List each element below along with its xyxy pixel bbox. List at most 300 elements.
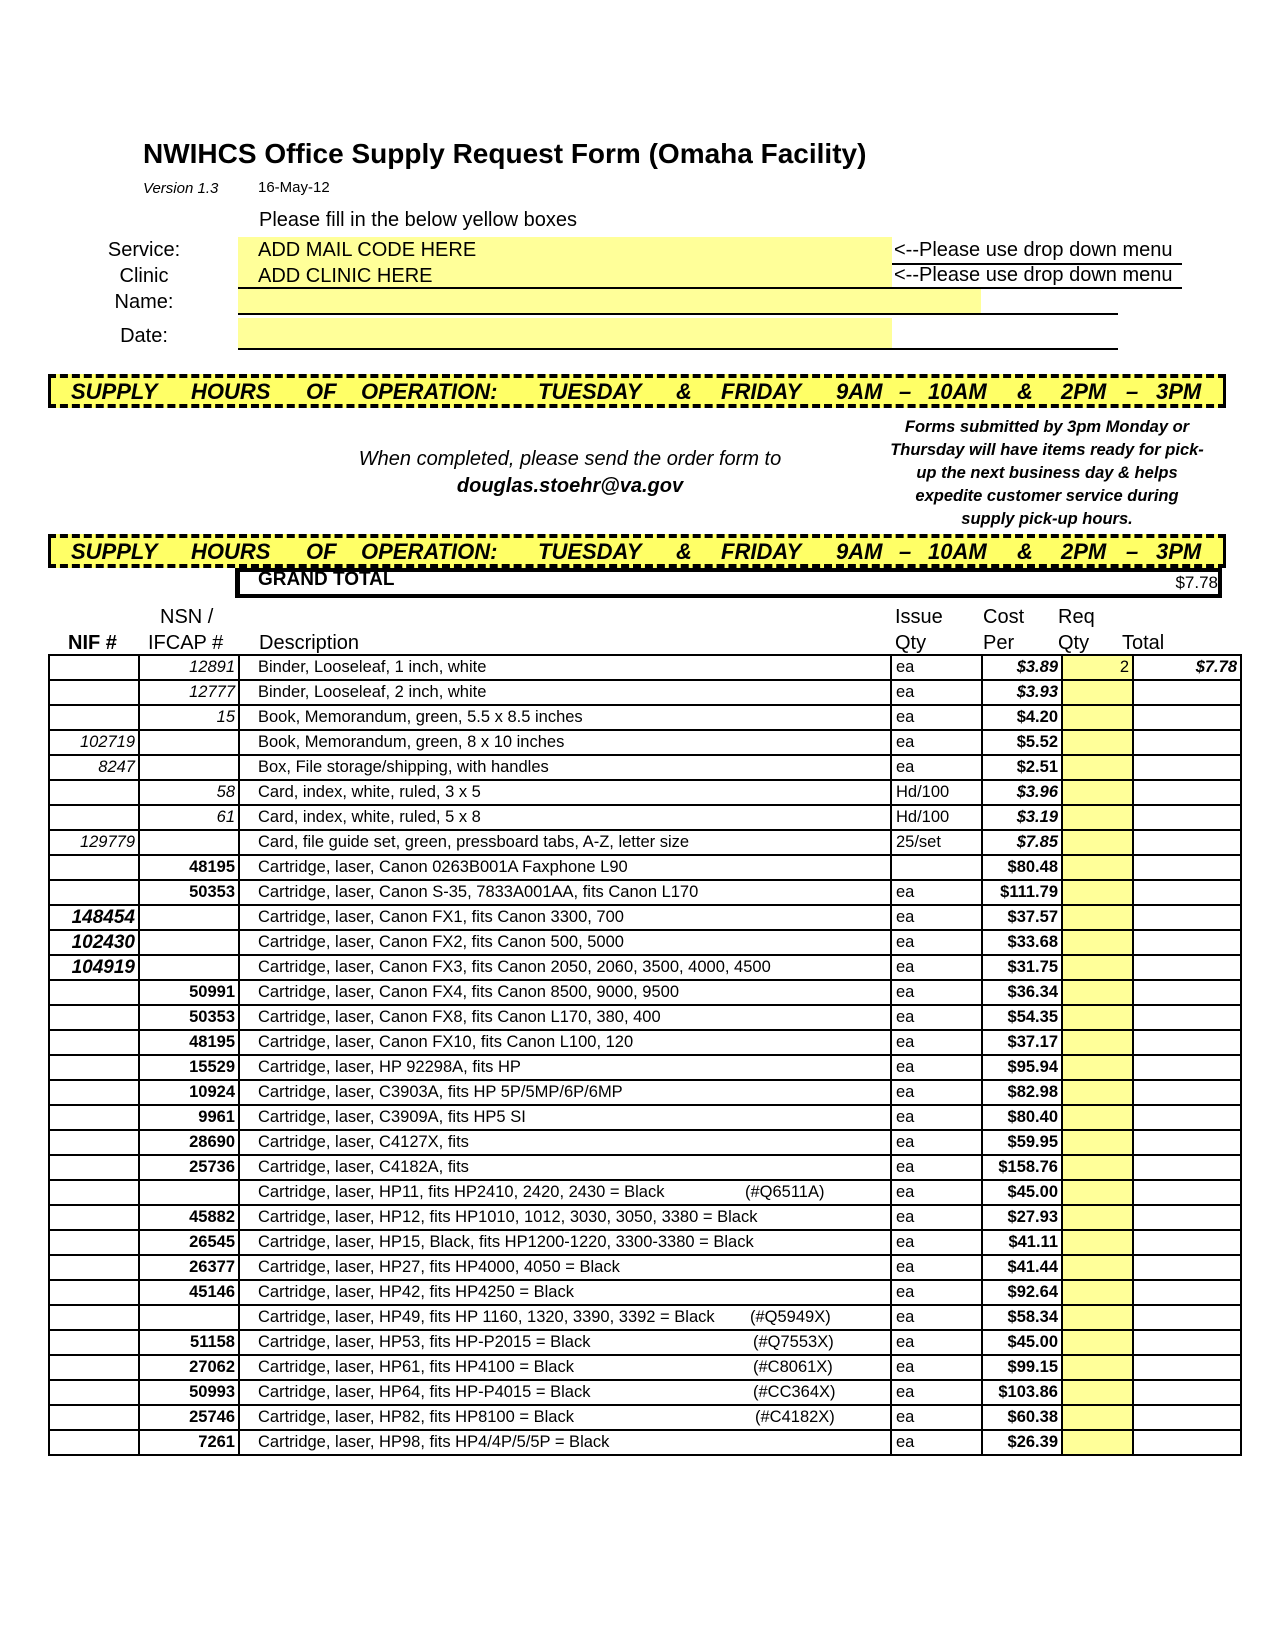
table-row bbox=[49, 955, 1241, 980]
name-label: Name: bbox=[114, 291, 174, 313]
nsn-cell: 27062 bbox=[139, 1355, 239, 1380]
pickup-note: Forms submitted by 3pm Monday or Thursday will have items ready for pick-up the next business day & helps expedite customer service during supply pick-up hours. bbox=[890, 418, 1204, 528]
table-row bbox=[49, 1205, 1241, 1230]
description-text: Binder, Looseleaf, 1 inch, white bbox=[258, 658, 487, 676]
req-qty-input[interactable] bbox=[1062, 1405, 1133, 1430]
req-qty-input[interactable] bbox=[1062, 1355, 1133, 1380]
name-field[interactable] bbox=[238, 289, 981, 315]
description-cell bbox=[239, 855, 891, 880]
nsn-cell: 12891 bbox=[139, 655, 239, 680]
nsn-cell: 12777 bbox=[139, 680, 239, 705]
nif-cell bbox=[49, 1405, 139, 1430]
total-cell bbox=[1133, 1230, 1241, 1255]
nsn-cell: 10924 bbox=[139, 1080, 239, 1105]
cost-cell: $82.98 bbox=[982, 1080, 1062, 1105]
req-qty-input[interactable] bbox=[1062, 955, 1133, 980]
table-row bbox=[49, 1130, 1241, 1155]
banner-word: OF bbox=[306, 379, 337, 404]
nsn-cell bbox=[139, 1305, 239, 1330]
banner-word: 9AM bbox=[836, 379, 883, 404]
nsn-cell: 45882 bbox=[139, 1205, 239, 1230]
banner-word: HOURS bbox=[191, 539, 271, 564]
form-date: 16-May-12 bbox=[258, 179, 330, 196]
hours-banner-top bbox=[48, 374, 1226, 408]
nif-cell bbox=[49, 1005, 139, 1030]
nsn-cell: 50991 bbox=[139, 980, 239, 1005]
req-qty-input[interactable] bbox=[1062, 805, 1133, 830]
clinic-hint: <--Please use drop down menu bbox=[894, 264, 1173, 286]
issue-qty-cell: ea bbox=[891, 930, 982, 955]
description-text: Card, index, white, ruled, 3 x 5 bbox=[258, 783, 481, 801]
nif-cell bbox=[49, 1130, 139, 1155]
description-cell bbox=[239, 1330, 891, 1355]
cost-cell: $45.00 bbox=[982, 1180, 1062, 1205]
banner-word: HOURS bbox=[191, 379, 271, 404]
description-text: Cartridge, laser, Canon S-35, 7833A001AA, fits Canon L170 bbox=[258, 883, 699, 901]
description-cell bbox=[239, 655, 891, 680]
description-cell bbox=[239, 1030, 891, 1055]
col-issue-line2: Qty bbox=[895, 632, 927, 654]
total-cell bbox=[1133, 1180, 1241, 1205]
cost-cell: $60.38 bbox=[982, 1405, 1062, 1430]
description-text: Cartridge, laser, C4127X, fits bbox=[258, 1133, 469, 1151]
total-cell bbox=[1133, 1330, 1241, 1355]
col-cost-line1: Cost bbox=[983, 606, 1025, 628]
req-qty-input[interactable] bbox=[1062, 705, 1133, 730]
issue-qty-cell: ea bbox=[891, 1180, 982, 1205]
description-text: Book, Memorandum, green, 5.5 x 8.5 inches bbox=[258, 708, 583, 726]
nsn-cell: 26545 bbox=[139, 1230, 239, 1255]
total-cell bbox=[1133, 1105, 1241, 1130]
cost-cell: $158.76 bbox=[982, 1155, 1062, 1180]
issue-qty-cell: ea bbox=[891, 955, 982, 980]
issue-qty-cell: 25/set bbox=[891, 830, 982, 855]
banner-word: OF bbox=[306, 539, 337, 564]
issue-qty-cell: ea bbox=[891, 1430, 982, 1455]
req-qty-input[interactable] bbox=[1062, 730, 1133, 755]
banner-word: – bbox=[899, 379, 912, 404]
description-cell bbox=[239, 1180, 891, 1205]
part-number: (#Q5949X) bbox=[750, 1308, 831, 1326]
col-nsn-line2: IFCAP # bbox=[148, 632, 224, 654]
nsn-cell: 9961 bbox=[139, 1105, 239, 1130]
issue-qty-cell: Hd/100 bbox=[891, 780, 982, 805]
service-label: Service: bbox=[107, 239, 181, 261]
total-cell bbox=[1133, 830, 1241, 855]
nif-cell bbox=[49, 855, 139, 880]
description-text: Cartridge, laser, HP53, fits HP-P2015 = Black bbox=[258, 1333, 591, 1351]
banner-word: 2PM bbox=[1061, 539, 1107, 564]
nif-cell bbox=[49, 1030, 139, 1055]
nsn-cell: 50353 bbox=[139, 1005, 239, 1030]
cost-cell: $45.00 bbox=[982, 1330, 1062, 1355]
email-link[interactable]: douglas.stoehr@va.gov bbox=[456, 475, 684, 497]
issue-qty-cell: ea bbox=[891, 1005, 982, 1030]
description-text: Cartridge, laser, Canon FX2, fits Canon 500, 5000 bbox=[258, 933, 624, 951]
nsn-cell bbox=[139, 755, 239, 780]
service-select[interactable]: ADD MAIL CODE HERE bbox=[238, 237, 892, 265]
total-cell bbox=[1133, 1355, 1241, 1380]
total-cell bbox=[1133, 1080, 1241, 1105]
nif-cell bbox=[49, 805, 139, 830]
table-row bbox=[49, 1380, 1241, 1405]
issue-qty-cell: ea bbox=[891, 655, 982, 680]
nif-cell: 129779 bbox=[49, 830, 139, 855]
issue-qty-cell: ea bbox=[891, 1130, 982, 1155]
req-qty-input[interactable] bbox=[1062, 1430, 1133, 1455]
description-cell bbox=[239, 930, 891, 955]
description-cell bbox=[239, 1280, 891, 1305]
nif-cell bbox=[49, 705, 139, 730]
req-qty-input[interactable] bbox=[1062, 1005, 1133, 1030]
cost-cell: $37.57 bbox=[982, 905, 1062, 930]
banner-word: & bbox=[1017, 379, 1033, 404]
banner-word: & bbox=[1017, 539, 1033, 564]
description-text: Card, index, white, ruled, 5 x 8 bbox=[258, 808, 481, 826]
description-text: Cartridge, laser, Canon FX10, fits Canon L100, 120 bbox=[258, 1033, 634, 1051]
cost-cell: $41.11 bbox=[982, 1230, 1062, 1255]
banner-word: 10AM bbox=[928, 379, 987, 404]
table-row bbox=[49, 880, 1241, 905]
req-qty-input[interactable] bbox=[1062, 830, 1133, 855]
banner-word: FRIDAY bbox=[721, 379, 802, 404]
total-cell bbox=[1133, 780, 1241, 805]
description-cell bbox=[239, 880, 891, 905]
table-row bbox=[49, 730, 1241, 755]
total-cell bbox=[1133, 1280, 1241, 1305]
nif-cell: 104919 bbox=[49, 955, 139, 980]
cost-cell: $59.95 bbox=[982, 1130, 1062, 1155]
part-number: (#Q6511A) bbox=[745, 1183, 825, 1201]
total-cell bbox=[1133, 1055, 1241, 1080]
nif-cell bbox=[49, 1105, 139, 1130]
description-cell bbox=[239, 1430, 891, 1455]
table-row bbox=[49, 1055, 1241, 1080]
issue-qty-cell: ea bbox=[891, 1055, 982, 1080]
total-cell bbox=[1133, 1030, 1241, 1055]
nif-cell bbox=[49, 1330, 139, 1355]
nif-cell bbox=[49, 1280, 139, 1305]
description-cell bbox=[239, 680, 891, 705]
cost-cell: $80.40 bbox=[982, 1105, 1062, 1130]
nsn-cell: 50993 bbox=[139, 1380, 239, 1405]
cost-cell: $58.34 bbox=[982, 1305, 1062, 1330]
req-qty-input[interactable] bbox=[1062, 1330, 1133, 1355]
description-text: Cartridge, laser, HP27, fits HP4000, 4050 = Black bbox=[258, 1258, 620, 1276]
nsn-cell bbox=[139, 955, 239, 980]
nif-cell bbox=[49, 1205, 139, 1230]
nsn-cell: 25746 bbox=[139, 1405, 239, 1430]
issue-qty-cell: ea bbox=[891, 705, 982, 730]
banner-word: FRIDAY bbox=[721, 539, 802, 564]
nif-cell bbox=[49, 1055, 139, 1080]
cost-cell: $92.64 bbox=[982, 1280, 1062, 1305]
description-cell bbox=[239, 1105, 891, 1130]
page-title: NWIHCS Office Supply Request Form (Omaha Facility) bbox=[143, 138, 867, 169]
description-text: Cartridge, laser, HP11, fits HP2410, 2420, 2430 = Black bbox=[258, 1183, 665, 1201]
description-text: Cartridge, laser, HP15, Black, fits HP1200-1220, 3300-3380 = Black bbox=[258, 1233, 754, 1251]
issue-qty-cell: ea bbox=[891, 1230, 982, 1255]
clinic-label: Clinic bbox=[119, 265, 169, 287]
nif-cell bbox=[49, 655, 139, 680]
description-cell bbox=[239, 830, 891, 855]
table-row bbox=[49, 1280, 1241, 1305]
nsn-cell: 45146 bbox=[139, 1280, 239, 1305]
nif-cell bbox=[49, 1230, 139, 1255]
banner-word: – bbox=[1126, 379, 1139, 404]
cost-cell: $7.85 bbox=[982, 830, 1062, 855]
req-qty-input[interactable] bbox=[1062, 755, 1133, 780]
req-qty-input[interactable] bbox=[1062, 1155, 1133, 1180]
col-nsn-line1: NSN / bbox=[160, 606, 214, 628]
cost-cell: $3.19 bbox=[982, 805, 1062, 830]
banner-word: 3PM bbox=[1156, 379, 1202, 404]
issue-qty-cell: ea bbox=[891, 1255, 982, 1280]
req-qty-input[interactable] bbox=[1062, 930, 1133, 955]
issue-qty-cell: ea bbox=[891, 755, 982, 780]
table-row bbox=[49, 905, 1241, 930]
description-text: Cartridge, laser, HP61, fits HP4100 = Black bbox=[258, 1358, 574, 1376]
total-cell bbox=[1133, 905, 1241, 930]
description-cell bbox=[239, 780, 891, 805]
table-row bbox=[49, 830, 1241, 855]
description-text: Cartridge, laser, C3903A, fits HP 5P/5MP/6P/6MP bbox=[258, 1083, 623, 1101]
table-row bbox=[49, 980, 1241, 1005]
total-cell bbox=[1133, 1430, 1241, 1455]
table-row bbox=[49, 1230, 1241, 1255]
cost-cell: $26.39 bbox=[982, 1430, 1062, 1455]
table-row bbox=[49, 1180, 1241, 1205]
total-cell bbox=[1133, 1155, 1241, 1180]
description-cell bbox=[239, 1205, 891, 1230]
req-qty-input[interactable] bbox=[1062, 1280, 1133, 1305]
nsn-cell: 51158 bbox=[139, 1330, 239, 1355]
total-cell bbox=[1133, 805, 1241, 830]
nif-cell: 148454 bbox=[49, 905, 139, 930]
req-qty-input[interactable] bbox=[1062, 1305, 1133, 1330]
description-text: Cartridge, laser, C3909A, fits HP5 SI bbox=[258, 1108, 526, 1126]
description-text: Box, File storage/shipping, with handles bbox=[258, 758, 549, 776]
req-qty-input[interactable] bbox=[1062, 1055, 1133, 1080]
banner-word: 10AM bbox=[928, 539, 987, 564]
req-qty-input[interactable] bbox=[1062, 1230, 1133, 1255]
total-cell bbox=[1133, 755, 1241, 780]
description-text: Cartridge, laser, Canon FX8, fits Canon L170, 380, 400 bbox=[258, 1008, 661, 1026]
description-text: Cartridge, laser, HP42, fits HP4250 = Black bbox=[258, 1283, 574, 1301]
description-text: Cartridge, laser, HP82, fits HP8100 = Black bbox=[258, 1408, 574, 1426]
description-text: Binder, Looseleaf, 2 inch, white bbox=[258, 683, 487, 701]
req-qty-input[interactable] bbox=[1062, 780, 1133, 805]
fill-instruction: Please fill in the below yellow boxes bbox=[259, 209, 577, 231]
req-qty-input[interactable] bbox=[1062, 880, 1133, 905]
banner-word: 9AM bbox=[836, 539, 883, 564]
date-label: Date: bbox=[120, 325, 168, 347]
total-cell bbox=[1133, 705, 1241, 730]
description-cell bbox=[239, 1005, 891, 1030]
col-cost-line2: Per bbox=[983, 632, 1015, 654]
description-cell bbox=[239, 1230, 891, 1255]
total-cell bbox=[1133, 1255, 1241, 1280]
nsn-cell: 25736 bbox=[139, 1155, 239, 1180]
nif-cell bbox=[49, 780, 139, 805]
cost-cell: $31.75 bbox=[982, 955, 1062, 980]
description-text: Cartridge, laser, HP49, fits HP 1160, 1320, 3390, 3392 = Black bbox=[258, 1308, 715, 1326]
banner-word: – bbox=[1126, 539, 1139, 564]
nsn-cell: 58 bbox=[139, 780, 239, 805]
version-label: Version 1.3 bbox=[143, 180, 219, 197]
nsn-cell bbox=[139, 930, 239, 955]
cost-cell: $95.94 bbox=[982, 1055, 1062, 1080]
issue-qty-cell: ea bbox=[891, 1155, 982, 1180]
date-underline bbox=[238, 348, 1118, 350]
cost-cell: $41.44 bbox=[982, 1255, 1062, 1280]
total-cell bbox=[1133, 980, 1241, 1005]
cost-cell: $3.93 bbox=[982, 680, 1062, 705]
banner-word: OPERATION: bbox=[361, 539, 498, 564]
req-qty-input[interactable] bbox=[1062, 1130, 1133, 1155]
total-cell bbox=[1133, 1380, 1241, 1405]
description-cell bbox=[239, 1380, 891, 1405]
issue-qty-cell: ea bbox=[891, 1280, 982, 1305]
issue-qty-cell: Hd/100 bbox=[891, 805, 982, 830]
clinic-select[interactable]: ADD CLINIC HERE bbox=[238, 263, 892, 289]
table-row bbox=[49, 1355, 1241, 1380]
nif-cell bbox=[49, 1155, 139, 1180]
table-row bbox=[49, 1405, 1241, 1430]
table-row bbox=[49, 780, 1241, 805]
service-hint: <--Please use drop down menu bbox=[894, 239, 1173, 261]
description-text: Cartridge, laser, Canon FX4, fits Canon 8500, 9000, 9500 bbox=[258, 983, 680, 1001]
cost-cell: $54.35 bbox=[982, 1005, 1062, 1030]
issue-qty-cell: ea bbox=[891, 1405, 982, 1430]
banner-word: & bbox=[676, 539, 692, 564]
col-req-line1: Req bbox=[1058, 606, 1095, 628]
issue-qty-cell: ea bbox=[891, 1205, 982, 1230]
col-issue-line1: Issue bbox=[895, 606, 943, 628]
table-row bbox=[49, 705, 1241, 730]
cost-cell: $99.15 bbox=[982, 1355, 1062, 1380]
req-qty-input[interactable] bbox=[1062, 1105, 1133, 1130]
req-qty-input[interactable] bbox=[1062, 1380, 1133, 1405]
nif-cell bbox=[49, 980, 139, 1005]
table-row bbox=[49, 1430, 1241, 1455]
req-qty-input[interactable]: 2 bbox=[1062, 655, 1133, 680]
req-qty-input[interactable] bbox=[1062, 1030, 1133, 1055]
nif-cell: 102719 bbox=[49, 730, 139, 755]
req-qty-input[interactable] bbox=[1062, 1180, 1133, 1205]
cost-cell: $5.52 bbox=[982, 730, 1062, 755]
table-row bbox=[49, 655, 1241, 680]
description-text: Cartridge, laser, HP12, fits HP1010, 1012, 3030, 3050, 3380 = Black bbox=[258, 1208, 758, 1226]
nif-cell bbox=[49, 880, 139, 905]
banner-word: TUESDAY bbox=[538, 379, 642, 404]
description-text: Cartridge, laser, Canon FX1, fits Canon 3300, 700 bbox=[258, 908, 624, 926]
name-underline bbox=[238, 313, 1118, 315]
description-cell bbox=[239, 805, 891, 830]
req-qty-input[interactable] bbox=[1062, 1080, 1133, 1105]
col-nif: NIF # bbox=[68, 632, 117, 654]
issue-qty-cell: ea bbox=[891, 980, 982, 1005]
issue-qty-cell: ea bbox=[891, 1305, 982, 1330]
nsn-cell: 26377 bbox=[139, 1255, 239, 1280]
description-cell bbox=[239, 1255, 891, 1280]
total-cell bbox=[1133, 730, 1241, 755]
cost-cell: $4.20 bbox=[982, 705, 1062, 730]
total-cell bbox=[1133, 855, 1241, 880]
description-text: Cartridge, laser, C4182A, fits bbox=[258, 1158, 469, 1176]
description-cell bbox=[239, 1130, 891, 1155]
issue-qty-cell: ea bbox=[891, 880, 982, 905]
table-row bbox=[49, 1030, 1241, 1055]
banner-word: TUESDAY bbox=[538, 539, 642, 564]
issue-qty-cell: ea bbox=[891, 680, 982, 705]
part-number: (#C8061X) bbox=[753, 1358, 833, 1376]
table-row bbox=[49, 755, 1241, 780]
table-row bbox=[49, 1330, 1241, 1355]
total-cell: $7.78 bbox=[1133, 655, 1241, 680]
cost-cell: $80.48 bbox=[982, 855, 1062, 880]
grand-total-label: GRAND TOTAL bbox=[258, 569, 395, 590]
cost-cell: $3.96 bbox=[982, 780, 1062, 805]
items-table bbox=[48, 654, 1242, 1456]
table-row bbox=[49, 1155, 1241, 1180]
description-text: Book, Memorandum, green, 8 x 10 inches bbox=[258, 733, 565, 751]
description-cell bbox=[239, 1355, 891, 1380]
nif-cell bbox=[49, 1180, 139, 1205]
table-row bbox=[49, 1005, 1241, 1030]
nsn-cell bbox=[139, 905, 239, 930]
req-qty-input[interactable] bbox=[1062, 905, 1133, 930]
req-qty-input[interactable] bbox=[1062, 855, 1133, 880]
issue-qty-cell: ea bbox=[891, 1380, 982, 1405]
banner-word: SUPPLY bbox=[71, 379, 158, 404]
col-req-line2: Qty bbox=[1058, 632, 1090, 654]
date-field[interactable] bbox=[238, 318, 892, 348]
nif-cell bbox=[49, 680, 139, 705]
req-qty-input[interactable] bbox=[1062, 1255, 1133, 1280]
req-qty-input[interactable] bbox=[1062, 1205, 1133, 1230]
nif-cell: 102430 bbox=[49, 930, 139, 955]
table-row bbox=[49, 680, 1241, 705]
nsn-cell: 15529 bbox=[139, 1055, 239, 1080]
table-row bbox=[49, 805, 1241, 830]
nsn-cell: 50353 bbox=[139, 880, 239, 905]
nif-cell bbox=[49, 1080, 139, 1105]
total-cell bbox=[1133, 1305, 1241, 1330]
description-text: Cartridge, laser, HP98, fits HP4/4P/5/5P = Black bbox=[258, 1433, 610, 1451]
nif-cell bbox=[49, 1305, 139, 1330]
description-cell bbox=[239, 1305, 891, 1330]
table-row bbox=[49, 1255, 1241, 1280]
banner-word: OPERATION: bbox=[361, 379, 498, 404]
banner-word: & bbox=[676, 379, 692, 404]
issue-qty-cell: ea bbox=[891, 905, 982, 930]
nsn-cell bbox=[139, 730, 239, 755]
issue-qty-cell: ea bbox=[891, 1330, 982, 1355]
cost-cell: $36.34 bbox=[982, 980, 1062, 1005]
nif-cell: 8247 bbox=[49, 755, 139, 780]
req-qty-input[interactable] bbox=[1062, 680, 1133, 705]
description-cell bbox=[239, 755, 891, 780]
req-qty-input[interactable] bbox=[1062, 980, 1133, 1005]
issue-qty-cell bbox=[891, 855, 982, 880]
part-number: (#C4182X) bbox=[755, 1408, 835, 1426]
nif-cell bbox=[49, 1430, 139, 1455]
description-text: Cartridge, laser, HP64, fits HP-P4015 = Black bbox=[258, 1383, 591, 1401]
cost-cell: $27.93 bbox=[982, 1205, 1062, 1230]
part-number: (#Q7553X) bbox=[753, 1333, 834, 1351]
cost-cell: $2.51 bbox=[982, 755, 1062, 780]
